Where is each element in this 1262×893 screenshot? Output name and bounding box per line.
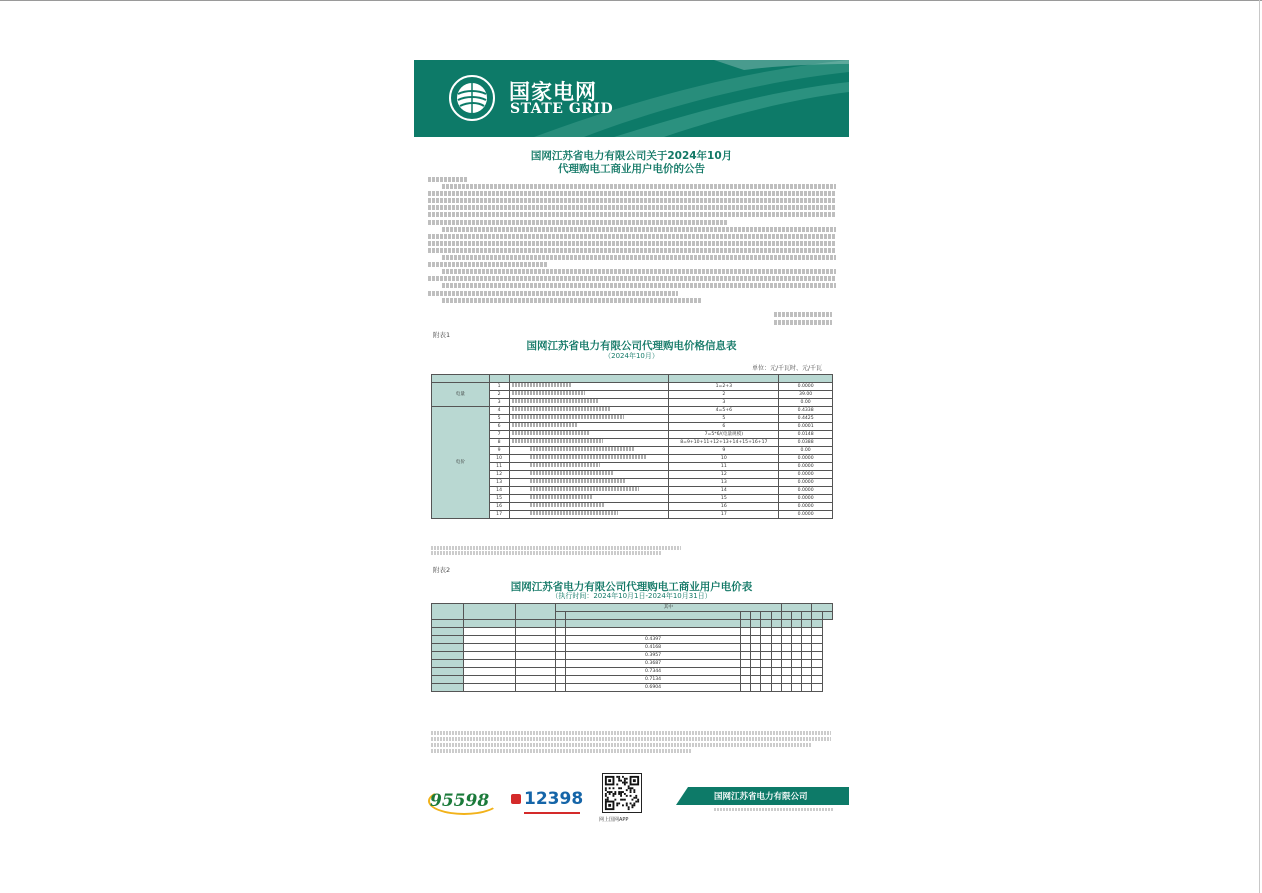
table-cell <box>802 628 812 636</box>
table-cell <box>761 683 771 691</box>
table-row <box>432 446 833 454</box>
signature-company <box>774 312 832 317</box>
table-row <box>432 382 833 390</box>
table-cell <box>556 628 566 636</box>
header-banner <box>414 60 849 137</box>
formula-cell: 12 <box>669 470 779 478</box>
table-cell <box>556 651 566 659</box>
row-number: 5 <box>489 414 509 422</box>
value-cell: 0.0000 <box>779 494 833 502</box>
table-cell <box>464 659 516 667</box>
item-name <box>509 486 669 494</box>
annex1-note <box>431 551 661 555</box>
value-cell: 0.0000 <box>779 510 833 518</box>
value-cell: 0.0388 <box>779 438 833 446</box>
table-row <box>432 659 833 667</box>
row-number: 12 <box>489 470 509 478</box>
table-row <box>432 502 833 510</box>
table-cell <box>516 659 556 667</box>
table-row <box>432 494 833 502</box>
table-cell <box>802 675 812 683</box>
row-number: 2 <box>489 390 509 398</box>
table-cell: 0.3687 <box>566 659 741 667</box>
price-info-table <box>431 374 833 519</box>
table-cell <box>740 635 750 643</box>
table-cell <box>432 643 464 651</box>
row-number: 11 <box>489 462 509 470</box>
table-cell <box>792 683 802 691</box>
value-cell: 0.0000 <box>779 382 833 390</box>
table-cell <box>751 667 761 675</box>
table-cell <box>464 651 516 659</box>
table-cell <box>432 667 464 675</box>
signature-date <box>774 320 832 325</box>
table-cell <box>802 667 812 675</box>
table-cell <box>802 651 812 659</box>
hotline-95598-logo <box>428 782 500 816</box>
row-number: 3 <box>489 398 509 406</box>
table-row <box>432 438 833 446</box>
table-row <box>432 414 833 422</box>
table-cell <box>516 628 556 636</box>
hotline-95598-number: 95598 <box>430 791 490 811</box>
table-cell <box>781 628 791 636</box>
row-number: 16 <box>489 502 509 510</box>
document-page <box>414 60 849 825</box>
window-top-border <box>0 0 1262 1</box>
table-header <box>432 375 833 383</box>
table-row <box>432 470 833 478</box>
formula-cell: 14 <box>669 486 779 494</box>
qr-code-label: 网上国网APP <box>599 817 629 823</box>
item-name <box>509 422 669 430</box>
table-row <box>432 430 833 438</box>
value-cell: 0.00 <box>779 398 833 406</box>
table-row <box>432 651 833 659</box>
table-cell <box>432 651 464 659</box>
annex1-date: （2024年10月） <box>604 352 659 360</box>
table-cell <box>432 683 464 691</box>
table-cell <box>556 667 566 675</box>
table-cell <box>566 628 741 636</box>
table-cell <box>464 628 516 636</box>
table-cell <box>740 643 750 651</box>
table-cell <box>771 628 781 636</box>
table-cell <box>771 635 781 643</box>
table-row <box>432 628 833 636</box>
qr-code-icon <box>602 773 642 813</box>
value-cell: 0.0000 <box>779 454 833 462</box>
formula-cell: 7=5*6/(电量规模) <box>669 430 779 438</box>
table-cell <box>432 628 464 636</box>
table-row <box>432 486 833 494</box>
state-grid-logo-icon <box>448 74 496 122</box>
table-cell <box>771 675 781 683</box>
table-cell <box>740 683 750 691</box>
table-cell <box>771 667 781 675</box>
formula-cell: 13 <box>669 478 779 486</box>
value-cell: 0.0000 <box>779 462 833 470</box>
formula-cell: 4=5+6 <box>669 406 779 414</box>
formula-cell: 16 <box>669 502 779 510</box>
table-cell: 0.7134 <box>566 675 741 683</box>
table-row <box>432 510 833 518</box>
value-cell: 39.00 <box>779 390 833 398</box>
company-address <box>714 808 834 811</box>
table-cell <box>464 675 516 683</box>
table-cell: 0.4168 <box>566 643 741 651</box>
annex1-title: 国网江苏省电力有限公司代理购电价格信息表 <box>526 340 737 352</box>
table-cell <box>556 683 566 691</box>
annex2-date: （执行时间：2024年10月1日-2024年10月31日） <box>551 592 712 600</box>
table-row <box>432 422 833 430</box>
table-row <box>432 406 833 414</box>
row-number: 10 <box>489 454 509 462</box>
table-cell <box>761 635 771 643</box>
row-number: 7 <box>489 430 509 438</box>
value-cell: 0.4425 <box>779 414 833 422</box>
table-cell <box>771 659 781 667</box>
formula-cell: 6 <box>669 422 779 430</box>
table-cell <box>771 683 781 691</box>
table-cell: 0.7344 <box>566 667 741 675</box>
window-right-border <box>1259 0 1260 893</box>
item-name <box>509 390 669 398</box>
row-number: 1 <box>489 382 509 390</box>
table-cell <box>516 667 556 675</box>
table-cell <box>761 643 771 651</box>
table-cell <box>781 651 791 659</box>
energy-regulator-icon <box>511 794 521 804</box>
item-name <box>509 438 669 446</box>
table-cell <box>761 628 771 636</box>
table-row <box>432 667 833 675</box>
item-name <box>509 470 669 478</box>
table-cell <box>812 643 822 651</box>
formula-cell: 8=9+10+11+12+13+14+15+16+17 <box>669 438 779 446</box>
table-cell <box>812 675 822 683</box>
item-name <box>509 414 669 422</box>
item-name <box>509 398 669 406</box>
table-cell <box>761 651 771 659</box>
table-row <box>432 454 833 462</box>
table-cell <box>792 675 802 683</box>
item-name <box>509 382 669 390</box>
row-number: 9 <box>489 446 509 454</box>
table-cell <box>792 667 802 675</box>
annex1-unit: 单位：元/千瓦时、元/千瓦 <box>752 365 823 372</box>
category-cell: 电价 <box>432 406 490 518</box>
table-row <box>432 635 833 643</box>
table-cell <box>751 675 761 683</box>
table-cell <box>812 659 822 667</box>
table-cell <box>781 635 791 643</box>
table-row <box>432 643 833 651</box>
table-cell <box>792 651 802 659</box>
value-cell: 0.0000 <box>779 470 833 478</box>
row-number: 6 <box>489 422 509 430</box>
table-cell <box>556 643 566 651</box>
table-cell <box>781 659 791 667</box>
item-name <box>509 494 669 502</box>
table-row <box>432 478 833 486</box>
item-name <box>509 478 669 486</box>
row-number: 4 <box>489 406 509 414</box>
item-name <box>509 406 669 414</box>
table-cell: 0.3957 <box>566 651 741 659</box>
table-cell <box>792 628 802 636</box>
table-cell <box>802 683 812 691</box>
formula-cell: 2 <box>669 390 779 398</box>
formula-cell: 1=2+3 <box>669 382 779 390</box>
row-number: 8 <box>489 438 509 446</box>
table-cell <box>802 643 812 651</box>
announcement-body <box>428 177 836 305</box>
table-cell <box>812 667 822 675</box>
item-name <box>509 510 669 518</box>
user-price-table <box>431 603 833 692</box>
table-row <box>432 462 833 470</box>
row-number: 13 <box>489 478 509 486</box>
table-cell <box>812 635 822 643</box>
item-name <box>509 502 669 510</box>
table-cell <box>432 635 464 643</box>
table-cell <box>761 667 771 675</box>
table-cell <box>751 635 761 643</box>
formula-cell: 15 <box>669 494 779 502</box>
table-cell <box>464 635 516 643</box>
table-cell: 0.6904 <box>566 683 741 691</box>
announcement-title-line2: 代理购电工商业用户电价的公告 <box>558 163 705 175</box>
table-cell <box>740 667 750 675</box>
table-cell <box>792 643 802 651</box>
table-cell <box>556 659 566 667</box>
table-cell <box>792 635 802 643</box>
annex1-label: 附表1 <box>433 331 451 339</box>
announcement-title-line1: 国网江苏省电力有限公司关于2024年10月 <box>530 150 733 162</box>
table-cell <box>761 675 771 683</box>
formula-cell: 9 <box>669 446 779 454</box>
table-cell <box>740 659 750 667</box>
value-cell: 0.0148 <box>779 430 833 438</box>
table-cell <box>740 675 750 683</box>
table-cell <box>802 659 812 667</box>
row-number: 17 <box>489 510 509 518</box>
table-cell <box>432 659 464 667</box>
hotline-12398-number: 12398 <box>524 789 584 809</box>
formula-cell: 5 <box>669 414 779 422</box>
table-cell <box>781 667 791 675</box>
table-cell <box>432 675 464 683</box>
formula-cell: 10 <box>669 454 779 462</box>
table-header-group: 其中 <box>556 604 782 612</box>
table-cell <box>556 675 566 683</box>
table-row <box>432 675 833 683</box>
table-cell <box>464 667 516 675</box>
table-cell <box>464 683 516 691</box>
table-cell <box>812 651 822 659</box>
table-cell <box>464 643 516 651</box>
table-cell <box>792 659 802 667</box>
table-cell <box>516 651 556 659</box>
company-name: 国网江苏省电力有限公司 <box>714 792 808 802</box>
brand-name-english: STATE GRID <box>510 101 614 117</box>
table-cell <box>751 683 761 691</box>
value-cell: 0.0001 <box>779 422 833 430</box>
table-cell <box>556 635 566 643</box>
table-cell <box>771 651 781 659</box>
item-name <box>509 454 669 462</box>
table-cell <box>516 675 556 683</box>
table-cell <box>751 659 761 667</box>
table-cell <box>751 643 761 651</box>
value-cell: 0.0000 <box>779 486 833 494</box>
footer <box>414 768 849 825</box>
item-name <box>509 446 669 454</box>
table-row <box>432 390 833 398</box>
table-cell <box>781 675 791 683</box>
row-number: 14 <box>489 486 509 494</box>
table-cell <box>781 643 791 651</box>
annex2-title: 国网江苏省电力有限公司代理购电工商业用户电价表 <box>510 581 753 593</box>
table-cell <box>516 683 556 691</box>
table-cell: 0.4397 <box>566 635 741 643</box>
item-name <box>509 430 669 438</box>
row-number: 15 <box>489 494 509 502</box>
value-cell: 0.0000 <box>779 502 833 510</box>
table-row <box>432 398 833 406</box>
table-cell <box>751 651 761 659</box>
formula-cell: 11 <box>669 462 779 470</box>
formula-cell: 3 <box>669 398 779 406</box>
table-row <box>432 683 833 691</box>
table-cell <box>812 683 822 691</box>
table-cell <box>516 635 556 643</box>
formula-cell: 17 <box>669 510 779 518</box>
table-cell <box>740 628 750 636</box>
brand-name-chinese: 国家电网 <box>509 80 597 104</box>
table-cell <box>751 628 761 636</box>
item-name <box>509 462 669 470</box>
annex1-note <box>431 546 681 550</box>
table-cell <box>802 635 812 643</box>
table-cell <box>781 683 791 691</box>
category-cell: 电量 <box>432 382 490 406</box>
hotline-12398-logo <box>510 782 582 818</box>
table-cell <box>516 643 556 651</box>
table-cell <box>812 628 822 636</box>
value-cell: 0.4338 <box>779 406 833 414</box>
table-cell <box>761 659 771 667</box>
value-cell: 0.0000 <box>779 478 833 486</box>
value-cell: 0.00 <box>779 446 833 454</box>
table-header <box>432 604 833 612</box>
table-cell <box>740 651 750 659</box>
table-cell <box>771 643 781 651</box>
annex2-label: 附表2 <box>433 566 451 574</box>
